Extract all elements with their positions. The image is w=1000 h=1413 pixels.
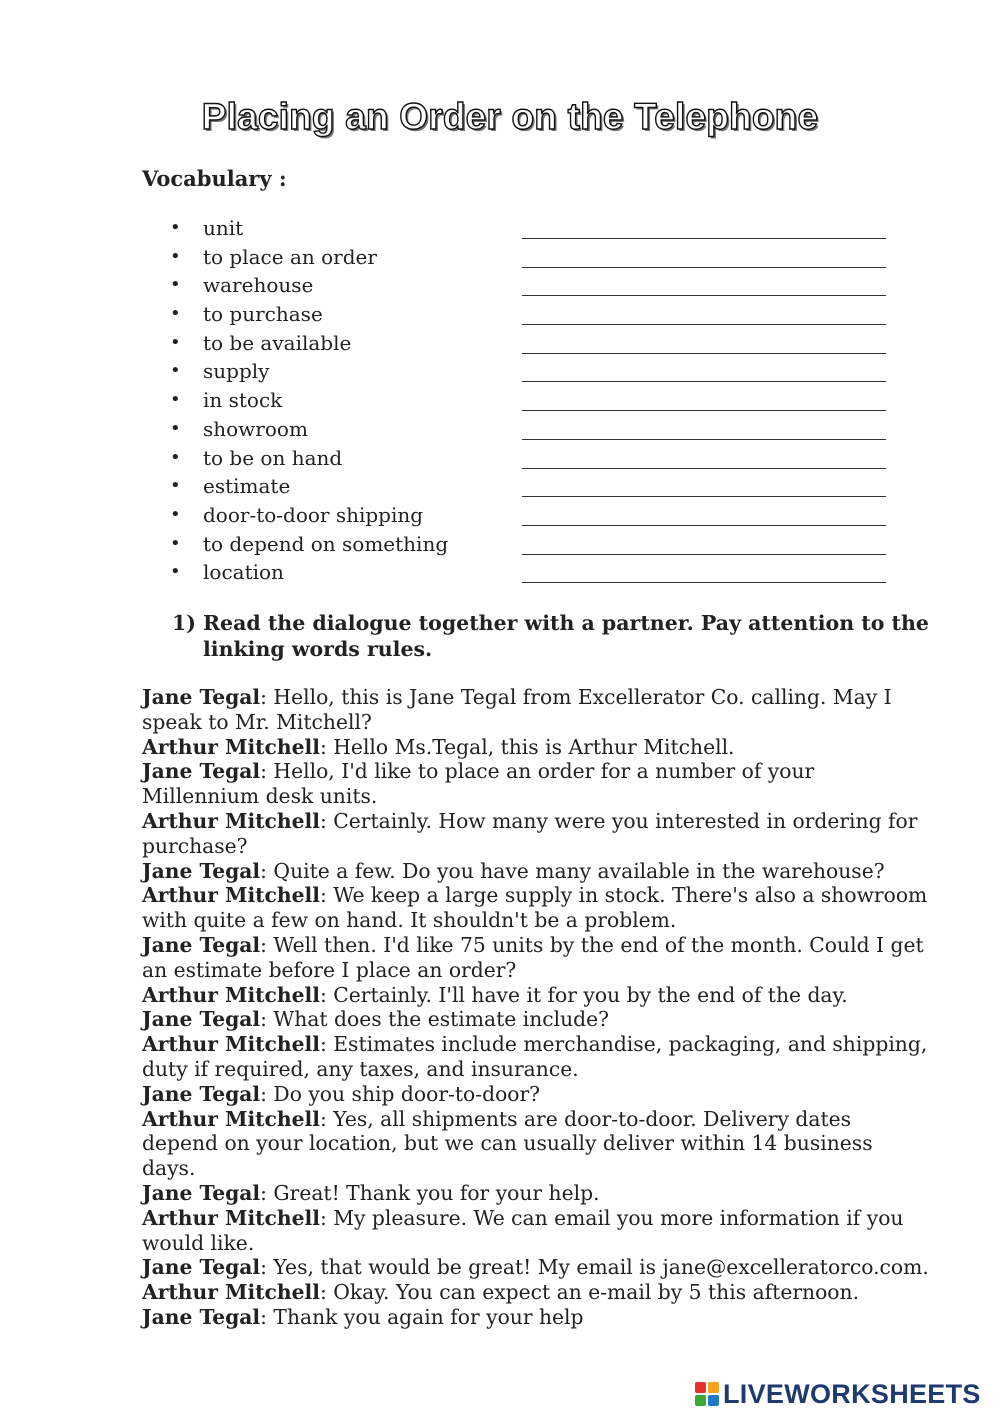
dialogue-line — [142, 1305, 932, 1330]
dialogue-line — [142, 1280, 932, 1305]
vocabulary-item — [168, 530, 898, 559]
logo-square — [708, 1382, 719, 1393]
vocabulary-word: unit — [203, 216, 244, 240]
answer-blank[interactable] — [522, 410, 886, 411]
dialogue-text: : Certainly. I'll have it for you by the end of the day. — [319, 982, 848, 1007]
answer-blank[interactable] — [522, 267, 886, 268]
dialogue-line — [142, 1032, 932, 1082]
speaker-name: Arthur Mitchell — [142, 1280, 320, 1305]
dialogue-line — [142, 685, 932, 735]
answer-blank[interactable] — [522, 238, 886, 239]
dialogue-line — [142, 1007, 932, 1032]
speaker-name: Jane Tegal — [142, 1255, 261, 1280]
dialogue-text: : Certainly. How many were you interested in ordering for purchase? — [142, 808, 918, 858]
speaker-name: Arthur Mitchell — [142, 982, 320, 1007]
dialogue-line — [142, 1181, 932, 1206]
vocabulary-word: supply — [203, 359, 270, 384]
answer-blank[interactable] — [522, 439, 886, 440]
vocabulary-word: to be available — [203, 330, 352, 355]
logo-square — [695, 1382, 706, 1393]
vocabulary-item — [168, 386, 898, 415]
dialogue-text: : We keep a large supply in stock. There's also a showroom with quite a few on hand. It shouldn't be a problem. — [142, 883, 928, 933]
vocabulary-word: warehouse — [203, 273, 314, 298]
logo-square — [708, 1395, 719, 1406]
answer-blank[interactable] — [522, 496, 886, 497]
bullet-icon: • — [170, 245, 181, 267]
liveworksheets-logo-text: LIVEWORKSHEETS — [723, 1378, 981, 1409]
vocabulary-item — [168, 444, 898, 473]
answer-blank[interactable] — [522, 353, 886, 354]
vocabulary-word: location — [203, 560, 284, 585]
bullet-icon: • — [170, 503, 181, 525]
speaker-name: Jane Tegal — [142, 1304, 261, 1329]
task-text: Read the dialogue together with a partner. Pay attention to the linking words rules. — [203, 611, 929, 661]
speaker-name: Arthur Mitchell — [142, 883, 320, 908]
dialogue-line — [142, 809, 932, 859]
dialogue-line — [142, 1255, 932, 1280]
dialogue-text: : Great! Thank you for your help. — [260, 1180, 600, 1205]
answer-blank[interactable] — [522, 324, 886, 325]
speaker-name: Jane Tegal — [142, 1007, 261, 1032]
speaker-name: Jane Tegal — [142, 685, 261, 709]
speaker-name: Arthur Mitchell — [142, 1032, 320, 1057]
liveworksheets-logo-icon — [695, 1382, 719, 1406]
answer-blank[interactable] — [522, 554, 886, 555]
bullet-icon: • — [170, 360, 181, 382]
speaker-name: Arthur Mitchell — [142, 808, 320, 833]
speaker-name: Arthur Mitchell — [142, 1106, 320, 1131]
bullet-icon: • — [170, 217, 181, 238]
dialogue-text: : Okay. You can expect an e-mail by 5 this afternoon. — [319, 1280, 860, 1305]
bullet-icon: • — [170, 446, 181, 468]
worksheet-title: Placing an Order on the Telephone — [201, 96, 819, 137]
vocabulary-item — [168, 271, 898, 300]
vocabulary-list — [168, 214, 898, 587]
speaker-name: Arthur Mitchell — [142, 1205, 320, 1230]
dialogue-text: : Yes, that would be great! My email is jane@excelleratorco.com. — [260, 1255, 929, 1280]
speaker-name: Jane Tegal — [142, 932, 261, 957]
dialogue-text: : Hello Ms.Tegal, this is Arthur Mitchell. — [319, 734, 735, 759]
vocabulary-heading: Vocabulary : — [142, 166, 287, 191]
speaker-name: Jane Tegal — [142, 759, 261, 784]
dialogue-text: : Estimates include merchandise, packaging, and shipping, duty if required, any taxes, and insurance. — [142, 1032, 928, 1081]
dialogue-text: : Quite a few. Do you have many available in the warehouse? — [260, 858, 885, 883]
dialogue-line — [142, 735, 932, 760]
vocabulary-item — [168, 300, 898, 329]
dialogue-line — [142, 859, 932, 884]
dialogue-text: : Hello, I'd like to place an order for a number of your Millennium desk units. — [142, 759, 815, 809]
vocabulary-item — [168, 501, 898, 530]
vocabulary-item — [168, 472, 898, 501]
dialogue-line — [142, 1082, 932, 1107]
answer-blank[interactable] — [522, 525, 886, 526]
answer-blank[interactable] — [522, 582, 886, 583]
vocabulary-item — [168, 357, 898, 386]
dialogue-text: : Thank you again for your help — [260, 1304, 584, 1329]
vocabulary-word: to place an order — [203, 244, 377, 269]
dialogue-text: : Hello, this is Jane Tegal from Excellerator Co. calling. May I speak to Mr. Mitchell? — [142, 685, 892, 734]
logo-square — [695, 1395, 706, 1406]
dialogue-text: : My pleasure. We can email you more information if you would like. — [142, 1205, 904, 1255]
dialogue — [142, 685, 932, 1330]
vocabulary-word: door-to-door shipping — [203, 502, 424, 527]
vocabulary-item — [168, 214, 898, 243]
bullet-icon: • — [170, 417, 181, 439]
vocabulary-word: estimate — [203, 474, 291, 499]
vocabulary-item — [168, 558, 898, 587]
vocabulary-item — [168, 415, 898, 444]
dialogue-line — [142, 1107, 932, 1181]
vocabulary-item — [168, 243, 898, 272]
dialogue-text: : What does the estimate include? — [260, 1007, 610, 1032]
dialogue-text: : Well then. I'd like 75 units by the end of the month. Could I get an estimate before I place an order? — [142, 932, 924, 982]
dialogue-text: : Yes, all shipments are door-to-door. Delivery dates depend on your location, but we can usually deliver within 14 business days. — [142, 1106, 873, 1181]
bullet-icon: • — [170, 274, 181, 296]
dialogue-line — [142, 883, 932, 933]
speaker-name: Jane Tegal — [142, 858, 261, 883]
answer-blank[interactable] — [522, 468, 886, 469]
dialogue-line — [142, 983, 932, 1008]
vocabulary-word: to purchase — [203, 302, 323, 327]
speaker-name: Jane Tegal — [142, 1180, 261, 1205]
dialogue-line — [142, 933, 932, 983]
task-number: 1) — [172, 611, 196, 635]
liveworksheets-logo[interactable] — [695, 1377, 981, 1411]
dialogue-text: : Do you ship door-to-door? — [260, 1081, 541, 1106]
bullet-icon: • — [170, 389, 181, 411]
bullet-icon: • — [170, 532, 181, 554]
dialogue-line — [142, 1206, 932, 1256]
vocabulary-word: showroom — [203, 416, 308, 441]
vocabulary-word: to be on hand — [203, 445, 343, 470]
task-instruction — [172, 610, 932, 662]
speaker-name: Arthur Mitchell — [142, 734, 320, 759]
vocabulary-word: to depend on something — [203, 531, 449, 556]
speaker-name: Jane Tegal — [142, 1081, 261, 1106]
answer-blank[interactable] — [522, 295, 886, 296]
bullet-icon: • — [170, 303, 181, 325]
answer-blank[interactable] — [522, 381, 886, 382]
bullet-icon: • — [170, 331, 181, 353]
bullet-icon: • — [170, 475, 181, 497]
dialogue-line — [142, 759, 932, 809]
vocabulary-word: in stock — [203, 388, 283, 413]
vocabulary-item — [168, 329, 898, 358]
bullet-icon: • — [170, 561, 181, 583]
